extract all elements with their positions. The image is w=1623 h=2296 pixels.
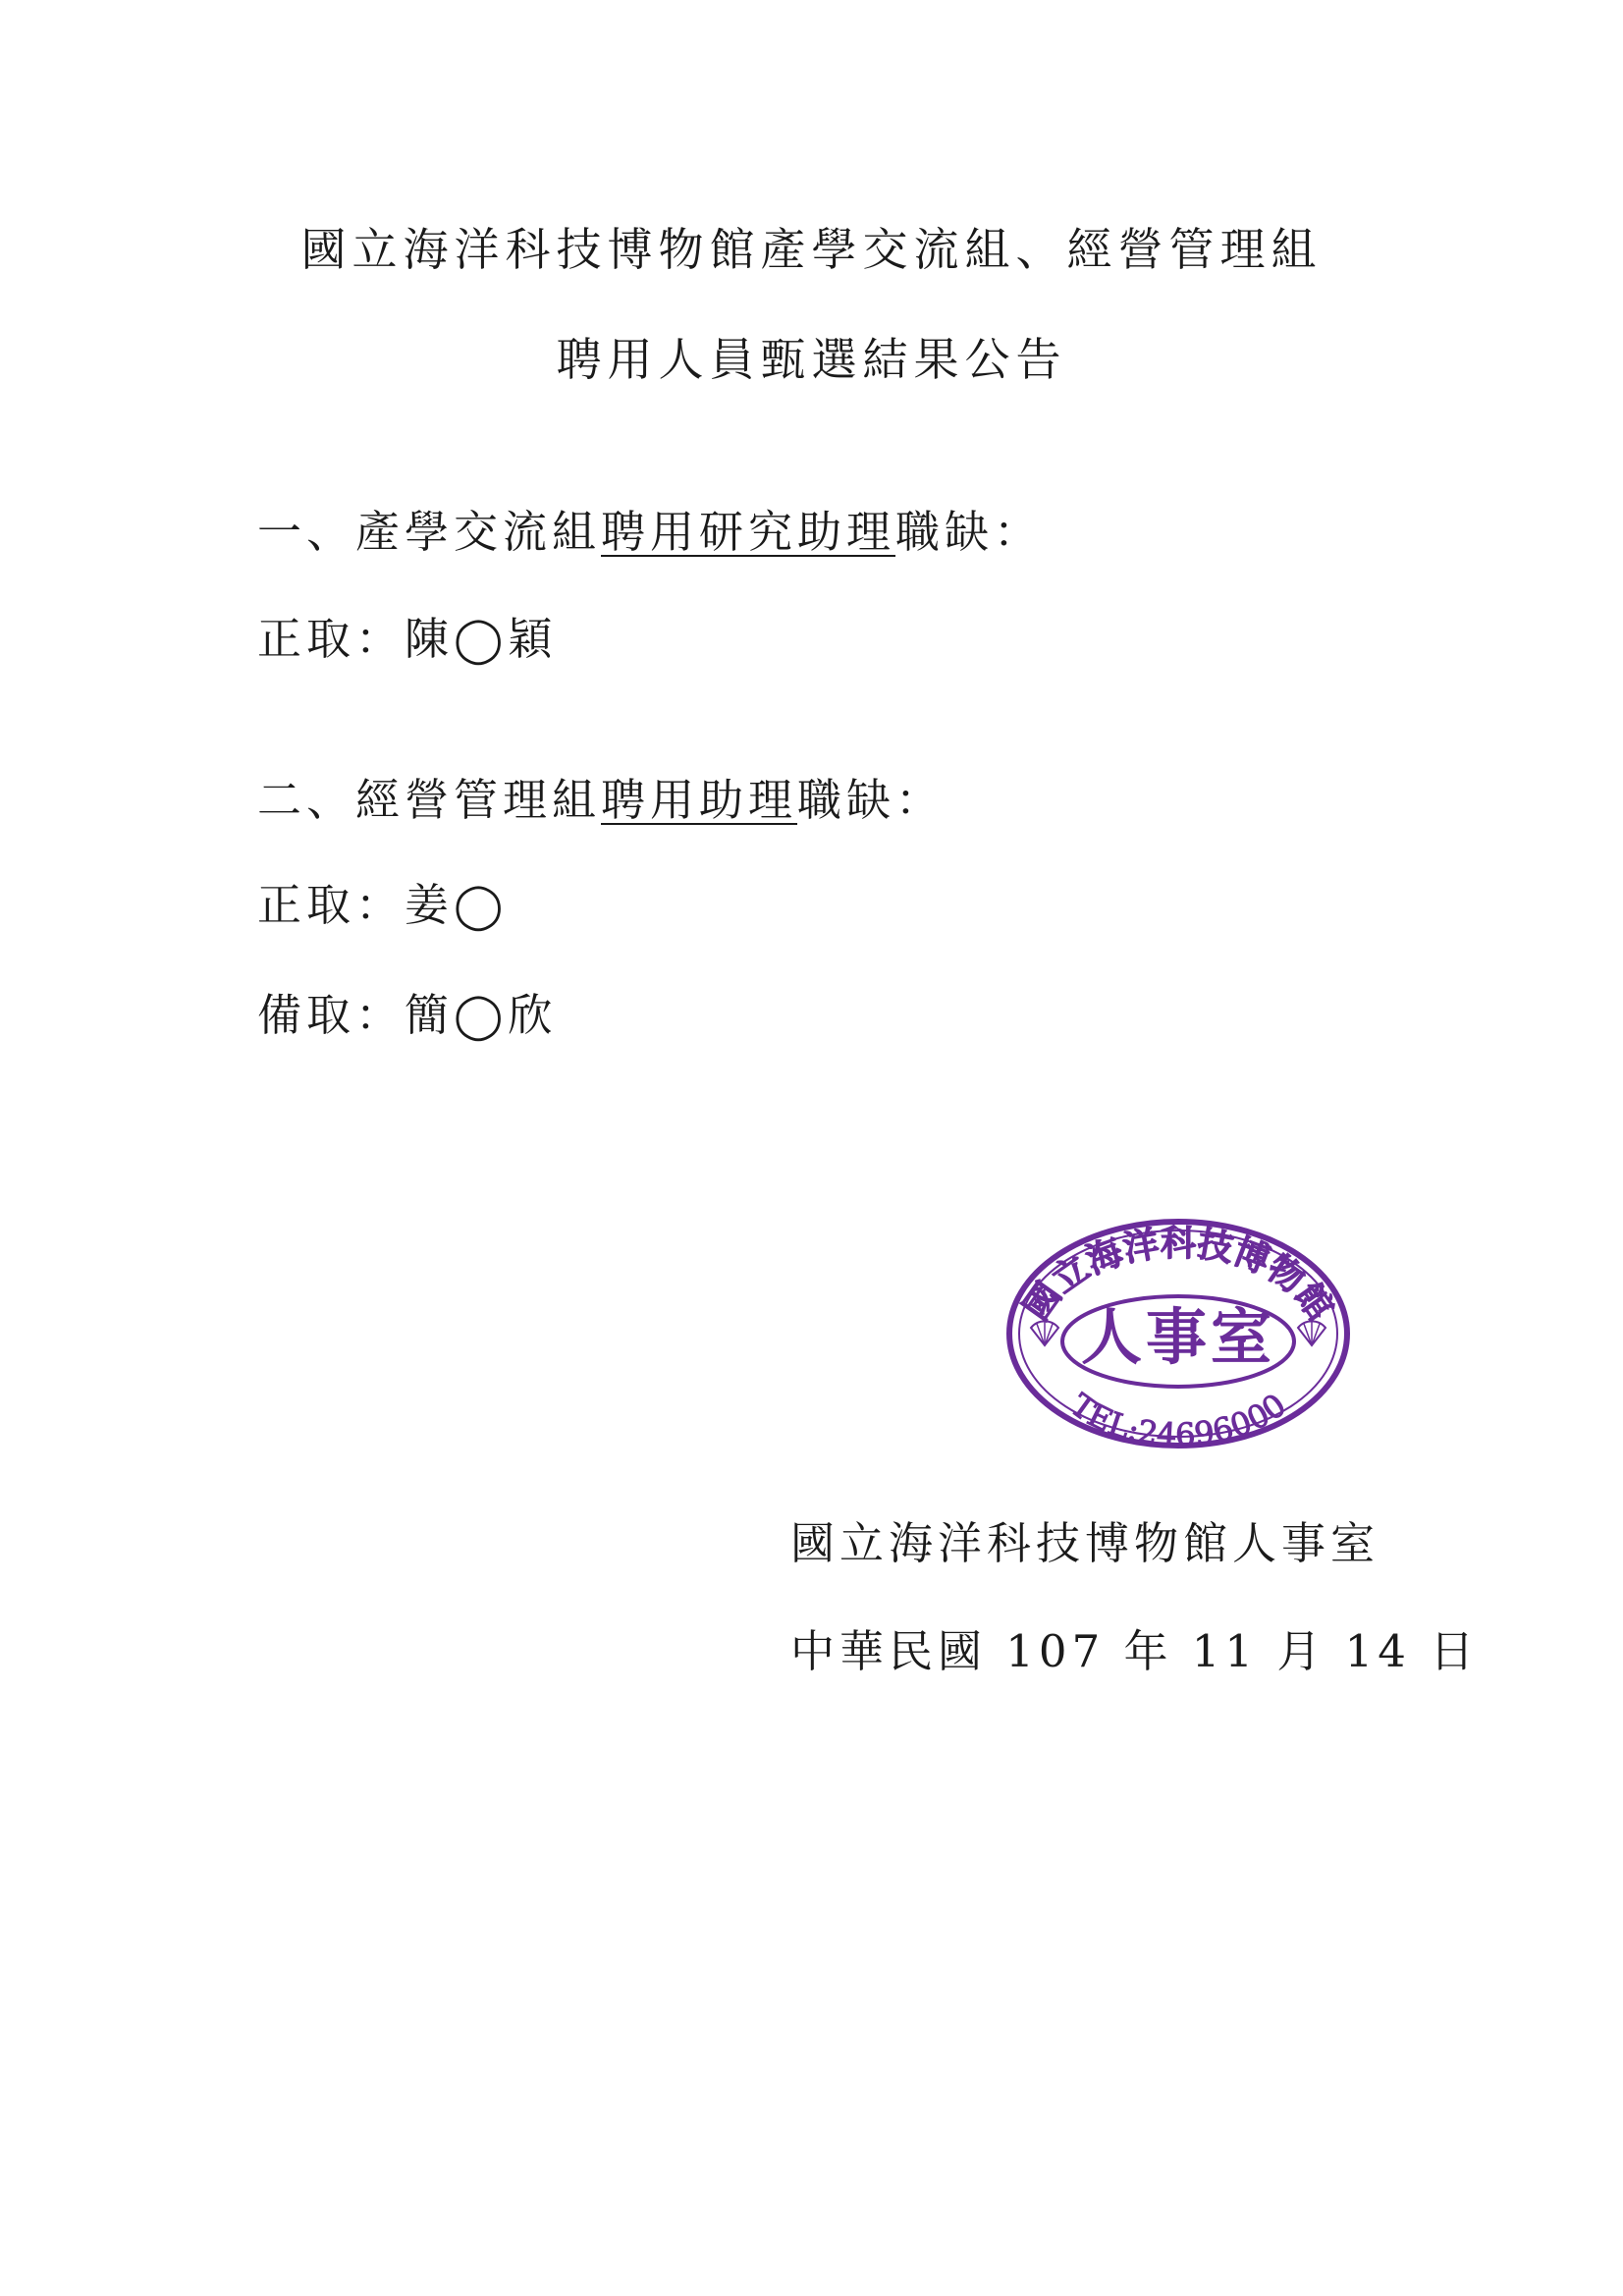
issuer-name: 國立海洋科技博物館人事室 (790, 1517, 1380, 1569)
section-2-position: 聘用助理 (601, 774, 798, 826)
entry-label: 正取： (257, 879, 406, 931)
section-2-heading (257, 764, 945, 828)
section-1-prefix: 一、產學交流組 (257, 506, 602, 558)
document-title: 國立海洋科技博物館產學交流組、經營管理組 (300, 223, 1323, 276)
official-seal (1001, 1216, 1355, 1451)
entry-label: 正取： (257, 613, 406, 665)
section-2-entry (257, 869, 508, 933)
section-2-suffix: 職缺： (797, 774, 946, 826)
document-subtitle: 聘用人員甄選結果公告 (556, 333, 1067, 386)
entry-name: 姜◯ (405, 879, 509, 931)
seal-center-text: 人事室 (1080, 1301, 1276, 1373)
section-1-heading (257, 496, 1043, 560)
entry-name: 陳◯穎 (405, 613, 558, 665)
entry-label: 備取： (257, 989, 406, 1041)
seal-tel-text: TEL:24696000 (1063, 1386, 1293, 1451)
section-1-position: 聘用研究助理 (601, 506, 896, 558)
entry-name: 簡◯欣 (405, 989, 558, 1041)
seal-ring-text: 國立海洋科技博物館 (1015, 1223, 1341, 1329)
issue-date: 中華民國 107 年 11 月 14 日 (790, 1625, 1480, 1677)
section-2-entry (257, 979, 557, 1043)
section-1-suffix: 職缺： (895, 506, 1044, 558)
section-1-entry (257, 603, 557, 667)
section-2-prefix: 二、經營管理組 (257, 774, 602, 826)
shell-icon (1031, 1321, 1058, 1345)
shell-icon (1298, 1321, 1325, 1345)
